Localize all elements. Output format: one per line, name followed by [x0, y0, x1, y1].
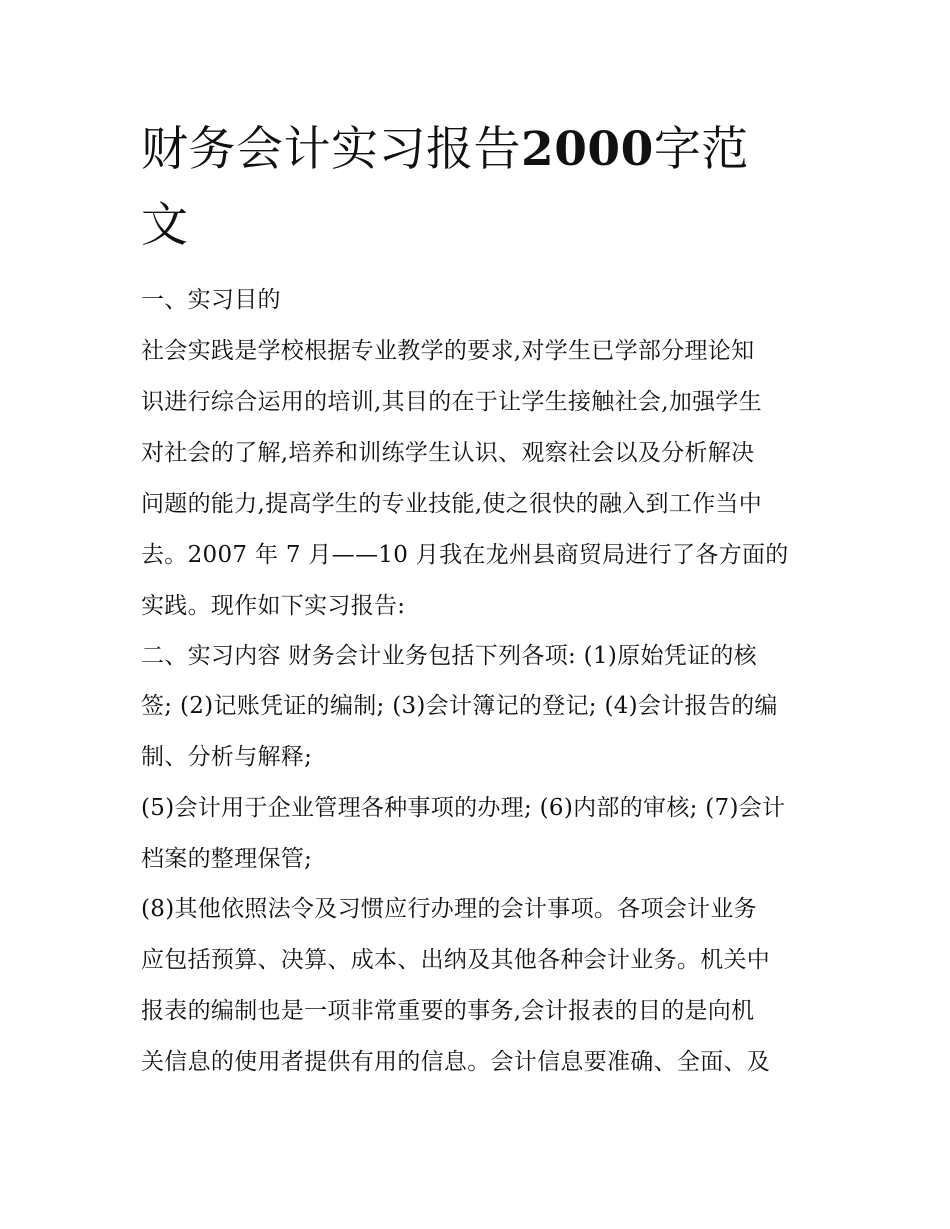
- document-title: [141, 112, 801, 264]
- paragraph-line: 制、分析与解释;: [141, 744, 313, 770]
- title-text-part3: 文: [141, 198, 189, 253]
- title-text-part1: 财务会计实习报告: [141, 122, 521, 177]
- paragraph-line: 应包括预算、决算、成本、出纳及其他各种会计业务。机关中: [141, 947, 771, 973]
- paragraph-line: 去。2007 年 7 月——10 月我在龙州县商贸局进行了各方面的: [141, 542, 789, 568]
- paragraph-line: 实践。现作如下实习报告:: [141, 593, 406, 619]
- paragraph-line: (5)会计用于企业管理各种事项的办理; (6)内部的审核; (7)会计: [141, 795, 786, 821]
- paragraph-line: 识进行综合运用的培训,其目的在于让学生接触社会,加强学生: [141, 389, 763, 415]
- paragraph-line: 社会实践是学校根据专业教学的要求,对学生已学部分理论知: [141, 338, 755, 364]
- paragraph-line: 问题的能力,提高学生的专业技能,使之很快的融入到工作当中: [141, 491, 763, 517]
- section-heading-1: 一、实习目的: [141, 287, 281, 313]
- paragraph-line: 报表的编制也是一项非常重要的事务,会计报表的目的是向机: [141, 998, 755, 1024]
- paragraph-line: 关信息的使用者提供有用的信息。会计信息要准确、全面、及: [141, 1049, 771, 1075]
- paragraph-line: (8)其他依照法令及习惯应行办理的会计事项。各项会计业务: [141, 896, 757, 922]
- section-heading-2: 二、实习内容 财务会计业务包括下列各项: (1)原始凭证的核: [141, 643, 757, 669]
- title-text-part2: 字范: [653, 122, 749, 177]
- title-number: 2000: [521, 122, 654, 177]
- paragraph-line: 档案的整理保管;: [141, 846, 313, 872]
- paragraph-line: 对社会的了解,培养和训练学生认识、观察社会以及分析解决: [141, 440, 755, 466]
- paragraph-line: 签; (2)记账凭证的编制; (3)会计簿记的登记; (4)会计报告的编: [141, 693, 778, 719]
